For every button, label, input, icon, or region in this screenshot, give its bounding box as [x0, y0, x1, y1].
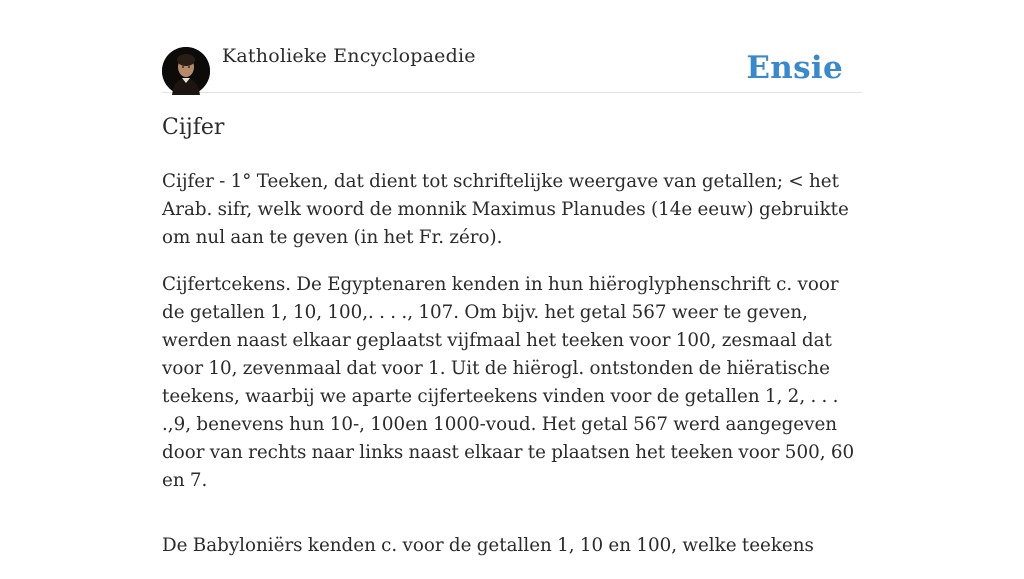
page: [162, 0, 862, 556]
paragraph-babylonian: De Babyloniërs kenden c. voor de getallen 1, 10 en 100, welke teekens: [162, 535, 814, 556]
portrait-avatar-icon: [162, 47, 210, 95]
header: [162, 0, 862, 93]
paragraph-egyptian: Cijfertcekens. De Egyptenaren kenden in hun hiëroglyphenschrift c. voor de getallen 1, 10, 100,. . . ., 107. Om bijv. het getal 567 weer te geven, werden naast elkaar geplaatst vijfmaal het teeken voor 100, zesmaal dat voor 10, zevenmaal dat voor 1. Uit de hiërogl. ontstonden de hiëratische teekens, waarbij we aparte cijferteekens vinden voor de getallen 1, 2, . . . .,9, benevens hun 10-, 100en 1000-voud. Het getal 567 werd aangegeven door van rechts naar links naast elkaar te plaatsen het teeken voor 500, 60 en 7.: [162, 274, 855, 491]
entry-body: [162, 168, 862, 579]
paragraph-definition: Cijfer - 1° Teeken, dat dient tot schriftelijke weergave van getallen; < het Arab. sifr, welk woord de monnik Maximus Planudes (14e eeuw) gebruikte om nul aan te geven (in het Fr. zéro).: [162, 171, 849, 248]
avatar[interactable]: [162, 47, 210, 95]
source-title[interactable]: Katholieke Encyclopaedie: [222, 45, 476, 67]
page-title: Cijfer: [162, 115, 225, 140]
brand-logo[interactable]: Ensie: [746, 50, 843, 86]
